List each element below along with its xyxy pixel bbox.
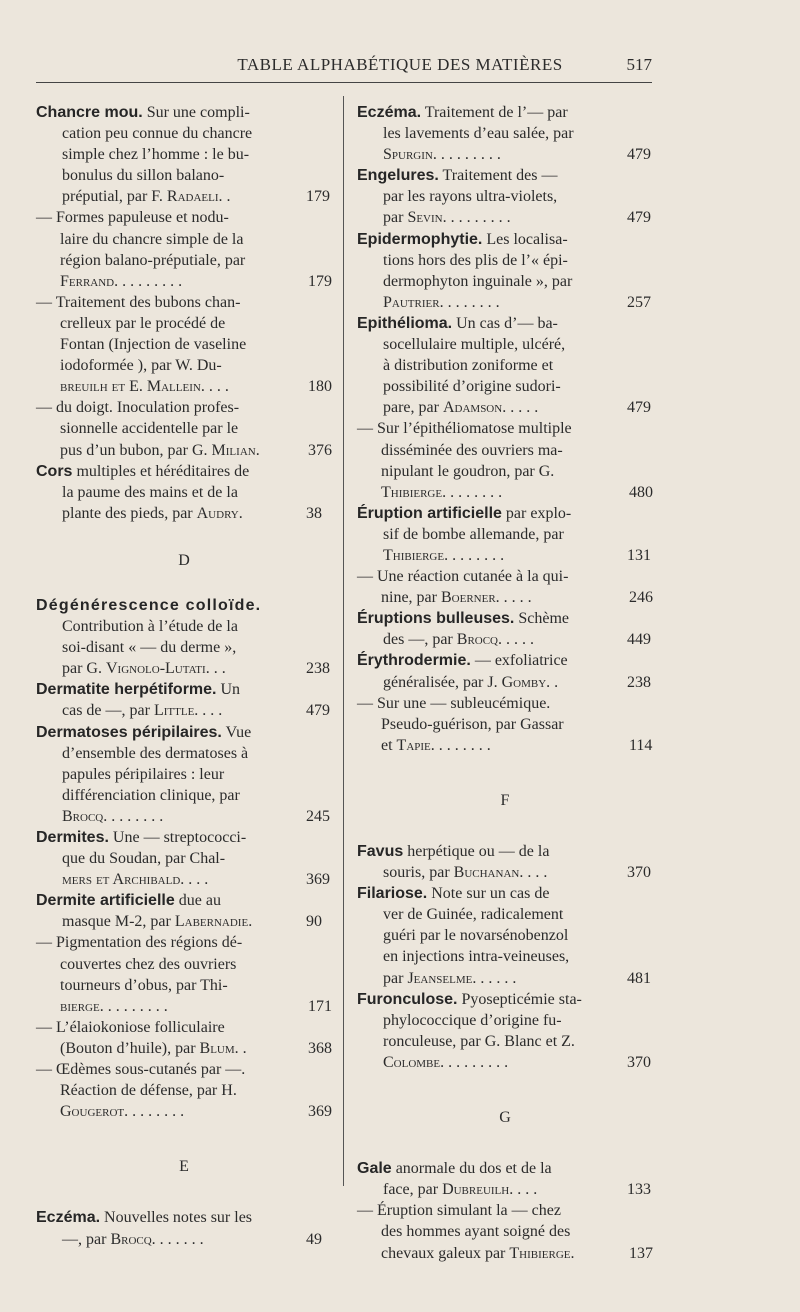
entry-text: nipulant le goudron, par G.: [381, 462, 555, 480]
entry-author: breuilh et E. Mallein: [60, 378, 201, 396]
entry-text: des —, par: [383, 631, 457, 649]
entry-keyword: Dermite artificielle: [36, 892, 175, 910]
header-rule: [36, 82, 652, 83]
entry-keyword: Cors: [36, 462, 73, 480]
entry-author: Buchanan: [453, 864, 520, 882]
entry-text: ronculeuse, par G. Blanc et Z.: [383, 1032, 575, 1050]
index-entry-dermatite: Dermatite herpétiforme. Un cas de —, par Little. . . . 479: [36, 681, 330, 720]
index-entry-gale: Gale anormale du dos et de la face, par Dubreuilh. . . . 133: [357, 1160, 651, 1199]
index-column-left: [36, 102, 332, 1250]
entry-text: phylococcique d’origine fu-: [383, 1011, 562, 1029]
index-subentry: — Œdèmes sous-cutanés par —. Réaction de défense, par H. Gougerot. . . . . . . . 369: [36, 1061, 332, 1121]
entry-text: Fontan (Injection de vaseline: [60, 336, 247, 354]
index-entry-eczema-traitement: Eczéma. Traitement de l’— par les lavements d’eau salée, par Spurgin. . . . . . . . . 479: [357, 104, 651, 164]
entry-text: tourneurs d’obus, par Thi-: [60, 976, 228, 994]
leader-dots: . . . . . . . .: [442, 483, 503, 501]
entry-keyword: Eczéma.: [36, 1209, 101, 1227]
entry-text: — Sur une — subleucémique.: [357, 694, 551, 712]
entry-keyword: Eczéma.: [357, 104, 422, 121]
entry-text: iodoformée ), par W. Du-: [60, 357, 222, 375]
entry-author: mers et Archibald: [62, 871, 181, 889]
page-number: 517: [626, 55, 652, 74]
entry-text: due au: [174, 892, 221, 910]
entry-author: Audry: [196, 504, 239, 522]
entry-text: Une — streptococci-: [108, 829, 247, 846]
entry-text: tions hors des plis de l’« épi-: [383, 251, 568, 269]
leader-dots: . . . . . . . . .: [99, 997, 168, 1015]
entry-author: Adamson: [442, 399, 503, 417]
leader-dots: . .: [218, 188, 231, 206]
entry-text: — Œdèmes sous-cutanés par —.: [36, 1061, 246, 1079]
leader-dots: . . . .: [519, 864, 548, 882]
index-subentry: — Traitement des bubons chan- crelleux par le procédé de Fontan (Injection de vaseline iodoformée ), par W. Du- breuilh et E. Mallein. . . . 180: [36, 293, 332, 396]
entry-text: Sur une compli-: [142, 104, 250, 121]
index-entry-chancre: Chancre mou. Sur une compli- cation peu connue du chancre simple chez l’homme : le bu- bonulus du sillon balano- préputial, par F. Radaeli. . 179: [36, 104, 330, 206]
running-header-title: TABLE ALPHABÉTIQUE DES MATIÈRES: [237, 55, 563, 74]
entry-text: possibilité d’origine sudori-: [383, 378, 561, 396]
entry-author: Little: [153, 702, 195, 720]
index-subentry: — Formes papuleuse et nodu- laire du chancre simple de la région balano-préputiale, par Ferrand. . . . . . . . . 179: [36, 209, 332, 290]
entry-text: par explo-: [501, 504, 572, 522]
entry-text: Réaction de défense, par H.: [60, 1082, 237, 1100]
entry-author: Thibierge: [383, 546, 445, 564]
entry-text: Traitement des —: [438, 167, 558, 185]
leader-dots: . . . . . . . .: [439, 293, 500, 311]
entry-keyword: Dermites.: [36, 829, 109, 846]
entry-text: chevaux galeux par: [381, 1244, 510, 1262]
leader-dots: . . . .: [194, 702, 223, 720]
entry-text: Un: [216, 681, 241, 699]
entry-text: plante des pieds, par: [62, 504, 197, 522]
entry-text: soi-disant « — du derme »,: [62, 639, 237, 657]
index-subentry: — Sur l’épithéliomatose multiple disséminée des ouvriers ma- nipulant le goudron, par G. Thibierge. . . . . . . . 480: [357, 420, 653, 501]
entry-keyword: Dégénérescence colloïde.: [36, 596, 262, 614]
leader-dots: . . . . .: [502, 399, 539, 417]
leader-dots: . . . . . . . . .: [440, 1053, 509, 1071]
entry-text: Schème: [514, 610, 570, 628]
index-subentry: — Une réaction cutanée à la qui- nine, par Boerner. . . . . 246: [357, 568, 653, 607]
index-entry-furonculose: Furonculose. Pyosepticémie sta- phylococcique d’origine fu- ronculeuse, par G. Blanc et Z. Colombe. . . . . . . . . 370: [357, 990, 651, 1071]
entry-author: Blum: [199, 1039, 235, 1057]
entry-text: Traitement de l’— par: [421, 104, 568, 121]
entry-text: préputial, par F.: [62, 188, 167, 206]
index-entry-cors: Cors multiples et héréditaires de la paume des mains et de la plante des pieds, par Audry. 38: [36, 462, 322, 522]
index-entry-dermite: Dermite artificielle due au masque M-2, par Labernadie. 90: [36, 892, 322, 931]
entry-author: Thibierge: [509, 1244, 571, 1262]
entry-text: papules péripilaires : leur: [62, 765, 225, 783]
leader-dots: . .: [234, 1039, 247, 1057]
index-entry-erythrodermie: Érythrodermie. — exfoliatrice généralisée, par J. Gomby. . 238: [357, 652, 651, 691]
leader-dots: .: [238, 504, 243, 522]
leader-dots: .: [255, 441, 260, 459]
entry-text: bonulus du sillon balano-: [62, 167, 225, 185]
entry-author: Tapie: [396, 736, 431, 754]
index-column-right: [357, 102, 653, 1264]
leader-dots: . . . . . . .: [151, 1230, 204, 1248]
entry-text: les lavements d’eau salée, par: [383, 125, 574, 143]
entry-author: Jeanselme: [407, 969, 473, 987]
index-entry-dermites: Dermites. Une — streptococci- que du Soudan, par Chal- mers et Archibald. . . . 369: [36, 829, 330, 889]
entry-author: Brocq: [62, 807, 104, 825]
entry-text: — Formes papuleuse et nodu-: [36, 209, 229, 227]
entry-keyword: Favus: [357, 843, 404, 860]
entry-text: Note sur un cas de: [427, 885, 550, 903]
entry-author: Gomby: [501, 673, 547, 691]
entry-text: pus d’un bubon, par G.: [60, 441, 212, 459]
entry-author: Radaeli: [166, 188, 219, 206]
entry-text: sif de bombe allemande, par: [383, 525, 564, 543]
entry-text: à distribution zoniforme et: [383, 357, 554, 375]
section-letter-g: G: [499, 1109, 511, 1127]
leader-dots: . . . . . . . .: [124, 1103, 185, 1121]
leader-dots: . . . . .: [498, 631, 534, 649]
entry-text: région balano-préputiale, par: [60, 251, 246, 269]
entry-keyword: Érythrodermie.: [357, 652, 471, 670]
leader-dots: . .: [546, 673, 559, 691]
entry-author: Brocq: [110, 1230, 152, 1248]
index-entry-eruption: Éruption artificielle par explo- sif de bombe allemande, par Thibierge. . . . . . . . 131: [357, 504, 651, 564]
entry-text: (Bouton d’huile), par: [60, 1039, 200, 1057]
entry-author: Spurgin: [383, 146, 433, 164]
entry-text: disséminée des ouvriers ma-: [381, 441, 563, 459]
entry-text: d’ensemble des dermatoses à: [62, 744, 249, 762]
leader-dots: . . . . . . . . .: [432, 146, 501, 164]
entry-keyword: Filariose.: [357, 885, 428, 903]
entry-text: en injections intra-veineuses,: [383, 948, 570, 966]
entry-text: face, par: [383, 1181, 443, 1199]
entry-text: sionnelle accidentelle par le: [60, 420, 239, 438]
entry-text: — Éruption simulant la — chez: [357, 1202, 561, 1220]
column-divider: [343, 96, 344, 1186]
entry-text: — Sur l’épithéliomatose multiple: [357, 420, 572, 438]
leader-dots: . . . .: [509, 1181, 538, 1199]
entry-author: Milian: [211, 441, 256, 459]
entry-keyword: Furonculose.: [357, 990, 458, 1008]
entry-author: Pautrier: [383, 293, 440, 311]
entry-text: cas de —, par: [62, 702, 154, 720]
leader-dots: . . . .: [200, 378, 229, 396]
leader-dots: . . . . . .: [472, 969, 517, 987]
entry-text: dermophyton inguinale », par: [383, 272, 573, 290]
entry-keyword: Dermatite herpétiforme.: [36, 681, 217, 699]
entry-text: par: [383, 969, 408, 987]
leader-dots: . . . . . . . .: [430, 736, 491, 754]
entry-text: Les localisa-: [482, 230, 568, 248]
entry-text: par G.: [62, 660, 106, 678]
entry-text: masque M-2, par: [62, 913, 175, 931]
entry-text: anormale du dos et de la: [391, 1160, 552, 1178]
entry-keyword: Engelures.: [357, 167, 439, 185]
entry-text: multiples et héréditaires de: [72, 462, 250, 480]
entry-text: Contribution à l’étude de la: [62, 618, 238, 636]
index-entry-epithelioma: Epithélioma. Un cas d’— ba- socellulaire multiple, ulcéré, à distribution zoniforme et possibilité d’origine sudori- pare, par Adamson. . . . . 479: [357, 314, 651, 417]
entry-text: pare, par: [383, 399, 443, 417]
leader-dots: .: [570, 1244, 575, 1262]
entry-author: Gougerot: [60, 1103, 125, 1121]
entry-author: Boerner: [440, 589, 496, 607]
entry-text: — Une réaction cutanée à la qui-: [357, 568, 569, 586]
entry-text: différenciation clinique, par: [62, 786, 240, 804]
entry-text: Pseudo-guérison, par Gassar: [381, 715, 564, 733]
entry-keyword: Éruptions bulleuses.: [357, 610, 515, 628]
entry-text: par les rayons ultra-violets,: [383, 188, 558, 206]
entry-text: cation peu connue du chancre: [62, 125, 253, 143]
entry-text: — exfoliatrice: [470, 652, 568, 670]
index-entry-dermatoses: Dermatoses péripilaires. Vue d’ensemble des dermatoses à papules péripilaires : leur différenciation clinique, par Brocq. . . . . . . . 245: [36, 723, 330, 825]
entry-text: — Traitement des bubons chan-: [36, 293, 241, 311]
entry-text: guéri par le novarsénobenzol: [383, 927, 569, 945]
entry-text: simple chez l’homme : le bu-: [62, 146, 250, 164]
entry-text: Un cas d’— ba-: [452, 314, 558, 332]
entry-author: Colombe: [383, 1053, 441, 1071]
entry-text: socellulaire multiple, ulcéré,: [383, 336, 566, 354]
entry-text: — du doigt. Inoculation profes-: [36, 399, 240, 417]
entry-author: Vignolo-Lutati: [105, 660, 206, 678]
entry-keyword: Chancre mou.: [36, 104, 143, 121]
entry-author: Dubreuilh: [442, 1181, 510, 1199]
entry-text: que du Soudan, par Chal-: [62, 850, 226, 868]
entry-text: Nouvelles notes sur les: [100, 1209, 253, 1227]
entry-author: Brocq: [456, 631, 498, 649]
entry-text: laire du chancre simple de la: [60, 230, 244, 248]
entry-text: nine, par: [381, 589, 441, 607]
index-subentry: — Pigmentation des régions dé- couvertes chez des ouvriers tourneurs d’obus, par Thi- bierge. . . . . . . . . 171: [36, 934, 332, 1015]
leader-dots: . . . . . . . .: [103, 807, 164, 825]
index-entry-engelures: Engelures. Traitement des — par les rayons ultra-violets, par Sevin. . . . . . . . . 479: [357, 167, 651, 227]
leader-dots: . . . . . . . . .: [442, 209, 511, 227]
entry-text: ver de Guinée, radicalement: [383, 906, 564, 924]
index-entry-epidermophytie: Epidermophytie. Les localisa- tions hors des plis de l’« épi- dermophyton inguinale », par Pautrier. . . . . . . . 257: [357, 230, 651, 311]
entry-author: Ferrand: [60, 272, 115, 290]
entry-text: la paume des mains et de la: [62, 483, 238, 501]
section-letter-f: F: [500, 791, 510, 809]
entry-keyword: Dermatoses péripilaires.: [36, 723, 222, 741]
entry-text: crelleux par le procédé de: [60, 314, 226, 332]
index-entry-eczema: Eczéma. Nouvelles notes sur les —, par Brocq. . . . . . . 49: [36, 1209, 322, 1248]
leader-dots: . . . . .: [495, 589, 532, 607]
entry-author: Sevin: [407, 209, 443, 227]
section-letter-e: E: [179, 1158, 189, 1176]
leader-dots: . . . . . . . . .: [114, 272, 183, 290]
entry-author: Thibierge: [381, 483, 443, 501]
index-subentry: — Éruption simulant la — chez des hommes ayant soigné des chevaux galeux par Thibierge. 137: [357, 1202, 653, 1262]
entry-text: généralisée, par J.: [383, 673, 502, 691]
entry-text: par: [383, 209, 408, 227]
index-entry-favus: Favus herpétique ou — de la souris, par Buchanan. . . . 370: [357, 843, 651, 882]
index-entry-eruptions: Éruptions bulleuses. Schème des —, par Brocq. . . . . 449: [357, 610, 651, 649]
entry-text: et: [381, 736, 397, 754]
entry-text: souris, par: [383, 864, 454, 882]
entry-text: —, par: [62, 1230, 111, 1248]
entry-keyword: Éruption artificielle: [357, 504, 502, 522]
index-subentry: — du doigt. Inoculation profes- sionnelle accidentelle par le pus d’un bubon, par G. Milian. 376: [36, 399, 332, 459]
entry-keyword: Gale: [357, 1160, 392, 1178]
entry-text: Pyosepticémie sta-: [457, 990, 582, 1008]
leader-dots: . . .: [205, 660, 226, 678]
entry-text: — Pigmentation des régions dé-: [36, 934, 243, 952]
entry-text: Vue: [221, 723, 252, 741]
entry-keyword: Epidermophytie.: [357, 230, 483, 248]
index-entry-degenerescence: Dégénérescence colloïde. Contribution à l’étude de la soi-disant « — du derme », par G. Vignolo-Lutati. . . 238: [36, 596, 330, 678]
index-subentry: — Sur une — subleucémique. Pseudo-guérison, par Gassar et Tapie. . . . . . . . 114: [357, 694, 653, 754]
entry-text: — L’élaiokoniose folliculaire: [36, 1018, 225, 1036]
entry-author: Labernadie: [174, 913, 249, 931]
leader-dots: .: [248, 913, 253, 931]
entry-keyword: Epithélioma.: [357, 314, 453, 332]
leader-dots: . . . .: [180, 871, 209, 889]
entry-text: herpétique ou — de la: [403, 843, 550, 860]
entry-author: bierge: [60, 997, 100, 1015]
leader-dots: . . . . . . . .: [444, 546, 505, 564]
entry-text: couvertes chez des ouvriers: [60, 955, 237, 973]
index-subentry: — L’élaiokoniose folliculaire (Bouton d’huile), par Blum. . 368: [36, 1018, 332, 1057]
entry-text: des hommes ayant soigné des: [381, 1223, 571, 1241]
section-letter-d: D: [178, 551, 190, 569]
index-entry-filariose: Filariose. Note sur un cas de ver de Guinée, radicalement guéri par le novarsénobenzol en injections intra-veineuses, par Jeanselme. . . . . . 481: [357, 885, 651, 987]
